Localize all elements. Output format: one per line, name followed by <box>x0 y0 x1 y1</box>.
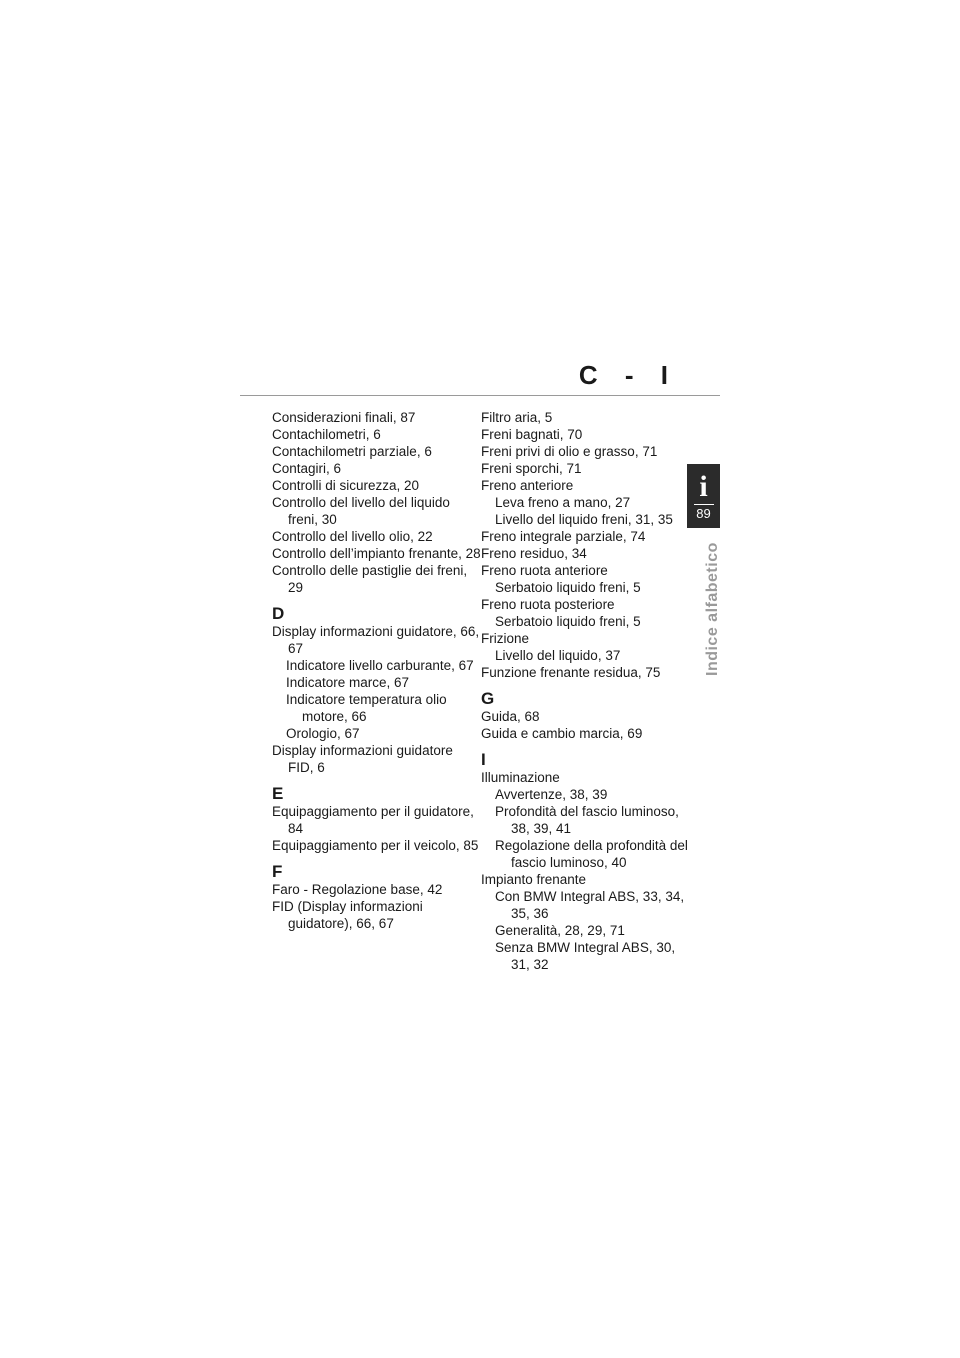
index-entry: Filtro aria, 5 <box>481 410 553 425</box>
index-entry: Illuminazione <box>481 770 560 785</box>
index-entry: Display informazioni guidatore FID, 6 <box>272 743 453 775</box>
index-entry: Controllo dell’impianto frenante, 28 <box>272 546 481 561</box>
index-section-letter: I <box>481 750 486 769</box>
index-subentry: Profondità del fascio luminoso, 38, 39, 41 <box>495 804 679 836</box>
index-subentry: Indicatore marce, 67 <box>286 675 410 690</box>
index-subentry: Indicatore temperatura olio motore, 66 <box>286 692 447 724</box>
section-tab <box>687 464 720 528</box>
index-entry: Freno residuo, 34 <box>481 546 587 561</box>
page-title: C - I <box>578 360 678 390</box>
index-entry: Display informazioni guidatore, 66, 67 <box>272 624 480 656</box>
index-entry: Freno anteriore <box>481 478 574 493</box>
index-section-letter: E <box>272 784 284 803</box>
index-entry: Controllo delle pastiglie dei freni, 29 <box>272 563 468 595</box>
index-entry: Controllo del livello del liquido freni, 30 <box>272 495 450 527</box>
index-entry: Freno ruota posteriore <box>481 597 615 612</box>
index-section-letter: G <box>481 689 495 708</box>
section-label: Indice alfabetico <box>704 542 721 676</box>
index-entry: Freni privi di olio e grasso, 71 <box>481 444 658 459</box>
index-subentry: Con BMW Integral ABS, 33, 34, 35, 36 <box>495 889 685 921</box>
header-divider <box>240 395 720 396</box>
tab-divider <box>694 504 714 505</box>
index-entry: Frizione <box>481 631 530 646</box>
index-entry: Controlli di sicurezza, 20 <box>272 478 420 493</box>
index-column-right <box>481 409 691 973</box>
index-entry: Funzione frenante residua, 75 <box>481 665 661 680</box>
section-letter: i <box>699 470 708 503</box>
index-entry: Controllo del livello olio, 22 <box>272 529 433 544</box>
index-entry: Freni sporchi, 71 <box>481 461 582 476</box>
index-entry: Freno integrale parziale, 74 <box>481 529 646 544</box>
index-subentry: Generalità, 28, 29, 71 <box>495 923 625 938</box>
index-section-letter: D <box>272 604 285 623</box>
index-entry: FID (Display informazioni guidatore), 66, 67 <box>272 899 423 931</box>
index-entry: Faro - Regolazione base, 42 <box>272 882 443 897</box>
index-entry: Contachilometri, 6 <box>272 427 381 442</box>
index-subentry: Senza BMW Integral ABS, 30, 31, 32 <box>495 940 676 972</box>
index-entry: Guida, 68 <box>481 709 540 724</box>
index-subentry: Orologio, 67 <box>286 726 360 741</box>
index-subentry: Livello del liquido, 37 <box>495 648 621 663</box>
page-number: 89 <box>696 506 711 521</box>
index-subentry: Regolazione della profondità del fascio luminoso, 40 <box>495 838 688 870</box>
index-column-left <box>272 409 482 932</box>
index-subentry: Indicatore livello carburante, 67 <box>286 658 474 673</box>
index-entry: Freno ruota anteriore <box>481 563 608 578</box>
index-entry: Considerazioni finali, 87 <box>272 410 416 425</box>
index-entry: Contachilometri parziale, 6 <box>272 444 432 459</box>
index-entry: Guida e cambio marcia, 69 <box>481 726 643 741</box>
index-entry: Impianto frenante <box>481 872 587 887</box>
index-subentry: Serbatoio liquido freni, 5 <box>495 614 641 629</box>
index-section-letter: F <box>272 862 283 881</box>
index-entry: Freni bagnati, 70 <box>481 427 583 442</box>
index-subentry: Livello del liquido freni, 31, 35 <box>495 512 673 527</box>
index-subentry: Avvertenze, 38, 39 <box>495 787 608 802</box>
index-entry: Contagiri, 6 <box>272 461 342 476</box>
index-entry: Equipaggiamento per il veicolo, 85 <box>272 838 479 853</box>
index-subentry: Leva freno a mano, 27 <box>495 495 631 510</box>
index-entry: Equipaggiamento per il guidatore, 84 <box>272 804 474 836</box>
index-subentry: Serbatoio liquido freni, 5 <box>495 580 641 595</box>
